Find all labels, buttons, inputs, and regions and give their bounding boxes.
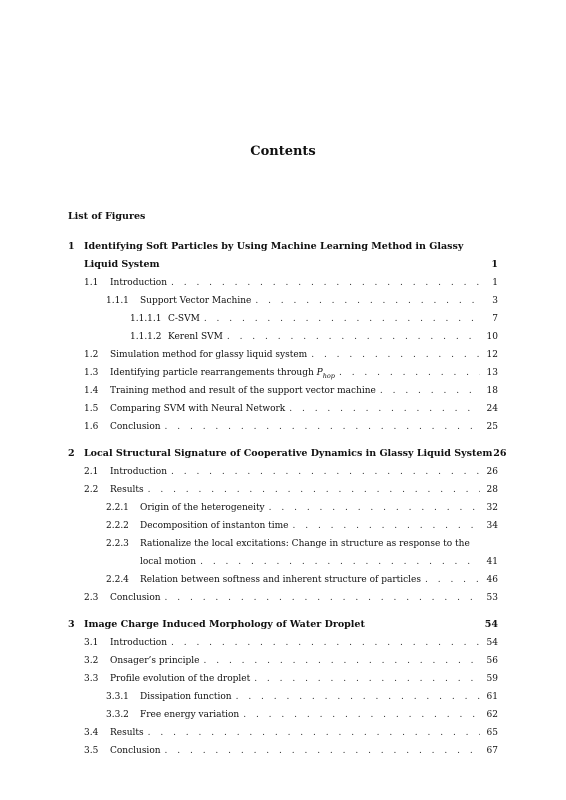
toc-entry[interactable] <box>68 418 498 436</box>
toc-entry[interactable] <box>68 742 498 760</box>
section-number: 1.2 <box>84 350 99 360</box>
section-number: 3.2 <box>84 656 99 666</box>
section-number: 1.1 <box>84 278 99 288</box>
page-number: 25 <box>486 422 498 432</box>
chapter-3-heading[interactable] <box>68 616 498 634</box>
dot-leader <box>243 706 480 724</box>
dot-leader <box>227 328 480 346</box>
toc-entry[interactable] <box>68 292 498 310</box>
page-number: 1 <box>492 278 498 288</box>
section-number: 1.1.1.1 <box>130 314 162 324</box>
section-title: Conclusion <box>110 593 161 603</box>
section-title: Kerenl SVM <box>168 332 223 342</box>
page-number: 34 <box>486 521 498 531</box>
page-number: 56 <box>486 656 498 666</box>
page-number: 12 <box>486 350 498 360</box>
section-number: 2.3 <box>84 593 99 603</box>
section-number: 2.2 <box>84 485 99 495</box>
toc-entry[interactable] <box>68 310 498 328</box>
toc-entry[interactable] <box>68 463 498 481</box>
section-number: 2.1 <box>84 467 99 477</box>
chapter-title-cont: Liquid System <box>84 259 160 270</box>
section-title: Decomposition of instanton time <box>140 521 289 531</box>
page-number: 28 <box>486 485 498 495</box>
dot-leader <box>293 517 480 535</box>
page-number: 59 <box>486 674 498 684</box>
page-number: 65 <box>486 728 498 738</box>
section-title: Onsager’s principle <box>110 656 200 666</box>
section-title: Introduction <box>110 278 167 288</box>
chapter-title: Identifying Soft Particles by Using Machine Learning Method in Glassy <box>84 241 464 252</box>
section-number: 3.4 <box>84 728 99 738</box>
section-title: Support Vector Machine <box>140 296 252 306</box>
section-title: C-SVM <box>168 314 200 324</box>
section-title: Conclusion <box>110 422 161 432</box>
dot-leader <box>200 553 480 571</box>
page-number: 26 <box>493 448 507 459</box>
chapter-number: 3 <box>68 619 75 630</box>
page-number: 54 <box>486 638 498 648</box>
section-title: Conclusion <box>110 746 161 756</box>
section-number: 3.1 <box>84 638 99 648</box>
page-number: 53 <box>486 593 498 603</box>
dot-leader <box>255 292 480 310</box>
section-number: 3.5 <box>84 746 99 756</box>
page-number: 54 <box>484 619 498 630</box>
section-number: 1.3 <box>84 368 99 378</box>
page-number: 18 <box>486 386 498 396</box>
page-number: 10 <box>486 332 498 342</box>
section-number: 1.1.1 <box>106 296 129 306</box>
toc-entry[interactable] <box>68 652 498 670</box>
section-number: 1.4 <box>84 386 99 396</box>
toc-entry[interactable] <box>68 364 498 382</box>
section-title-text: Identifying particle rearrangements through <box>110 368 317 378</box>
dot-leader <box>339 364 480 382</box>
section-title: Simulation method for glassy liquid system <box>110 350 308 360</box>
dot-leader <box>171 634 480 652</box>
section-title: Introduction <box>110 467 167 477</box>
page-number: 46 <box>486 575 498 585</box>
section-number: 2.2.2 <box>106 521 129 531</box>
page-number: 26 <box>486 467 498 477</box>
chapter-number: 1 <box>68 241 75 252</box>
toc-entry[interactable] <box>68 706 498 724</box>
section-title: Training method and result of the support vector machine <box>110 386 376 396</box>
section-number: 3.3.1 <box>106 692 129 702</box>
toc-entry[interactable] <box>68 688 498 706</box>
toc-entry[interactable] <box>68 634 498 652</box>
page-number: 61 <box>486 692 498 702</box>
chapter-1-heading-cont[interactable] <box>68 256 498 274</box>
section-title: Results <box>110 485 144 495</box>
section-number: 2.2.1 <box>106 503 129 513</box>
section-title: Profile evolution of the droplet <box>110 674 251 684</box>
toc-entry[interactable] <box>68 724 498 742</box>
dot-leader <box>425 571 480 589</box>
toc-entry[interactable] <box>68 274 498 292</box>
page-number: 1 <box>491 259 498 270</box>
section-number: 1.6 <box>84 422 99 432</box>
section-title: Dissipation function <box>140 692 232 702</box>
table-of-contents <box>68 238 507 760</box>
section-number: 2.2.3 <box>106 539 129 549</box>
dot-leader <box>254 670 480 688</box>
math-subscript: hop <box>322 371 335 380</box>
chapter-number: 2 <box>68 448 75 459</box>
chapter-title: Local Structural Signature of Cooperative Dynamics in Glassy Liquid System <box>84 448 493 459</box>
dot-leader <box>165 418 480 436</box>
toc-entry[interactable] <box>68 670 498 688</box>
dot-leader <box>148 481 480 499</box>
toc-entry[interactable] <box>68 571 498 589</box>
chapter-2-heading[interactable] <box>68 445 507 463</box>
section-title: Results <box>110 728 144 738</box>
dot-leader <box>236 688 480 706</box>
section-number: 1.1.1.2 <box>130 332 162 342</box>
section-title: Introduction <box>110 638 167 648</box>
dot-leader <box>311 346 480 364</box>
section-title-cont: local motion <box>140 557 197 567</box>
math-symbol: P <box>316 368 323 378</box>
toc-entry[interactable] <box>68 382 498 400</box>
list-of-figures-entry[interactable]: List of Figures <box>68 211 146 222</box>
dot-leader <box>269 499 480 517</box>
section-title: Free energy variation <box>140 710 240 720</box>
page-number: 7 <box>492 314 498 324</box>
page-number: 24 <box>486 404 498 414</box>
toc-entry-cont[interactable] <box>68 553 498 571</box>
toc-entry[interactable] <box>68 535 498 553</box>
section-title: Relation between softness and inherent structure of particles <box>140 575 421 585</box>
toc-entry[interactable] <box>68 346 498 364</box>
page-number: 13 <box>486 368 498 378</box>
page-number: 3 <box>492 296 498 306</box>
page-number: 32 <box>486 503 498 513</box>
dot-leader <box>171 463 480 481</box>
section-title: Rationalize the local excitations: Change in structure as response to the <box>140 539 470 549</box>
chapter-1-heading[interactable] <box>68 238 498 256</box>
dot-leader <box>380 382 480 400</box>
section-number: 3.3.2 <box>106 710 129 720</box>
toc-entry[interactable] <box>68 400 498 418</box>
toc-entry[interactable] <box>68 481 498 499</box>
page-title: Contents <box>250 144 316 159</box>
dot-leader <box>289 400 480 418</box>
dot-leader <box>165 589 480 607</box>
page-number: 41 <box>486 557 498 567</box>
section-number: 1.5 <box>84 404 99 414</box>
page-number: 67 <box>486 746 498 756</box>
chapter-title: Image Charge Induced Morphology of Water Droplet <box>84 619 365 630</box>
page-number: 62 <box>486 710 498 720</box>
section-title: Origin of the heterogeneity <box>140 503 265 513</box>
section-number: 2.2.4 <box>106 575 129 585</box>
toc-entry[interactable] <box>68 517 498 535</box>
dot-leader <box>171 274 480 292</box>
section-title: Comparing SVM with Neural Network <box>110 404 286 414</box>
dot-leader <box>204 652 480 670</box>
dot-leader <box>204 310 480 328</box>
dot-leader <box>165 742 480 760</box>
toc-entry[interactable] <box>68 499 498 517</box>
dot-leader <box>148 724 480 742</box>
toc-entry[interactable] <box>68 589 498 607</box>
toc-entry[interactable] <box>68 328 498 346</box>
section-number: 3.3 <box>84 674 99 684</box>
